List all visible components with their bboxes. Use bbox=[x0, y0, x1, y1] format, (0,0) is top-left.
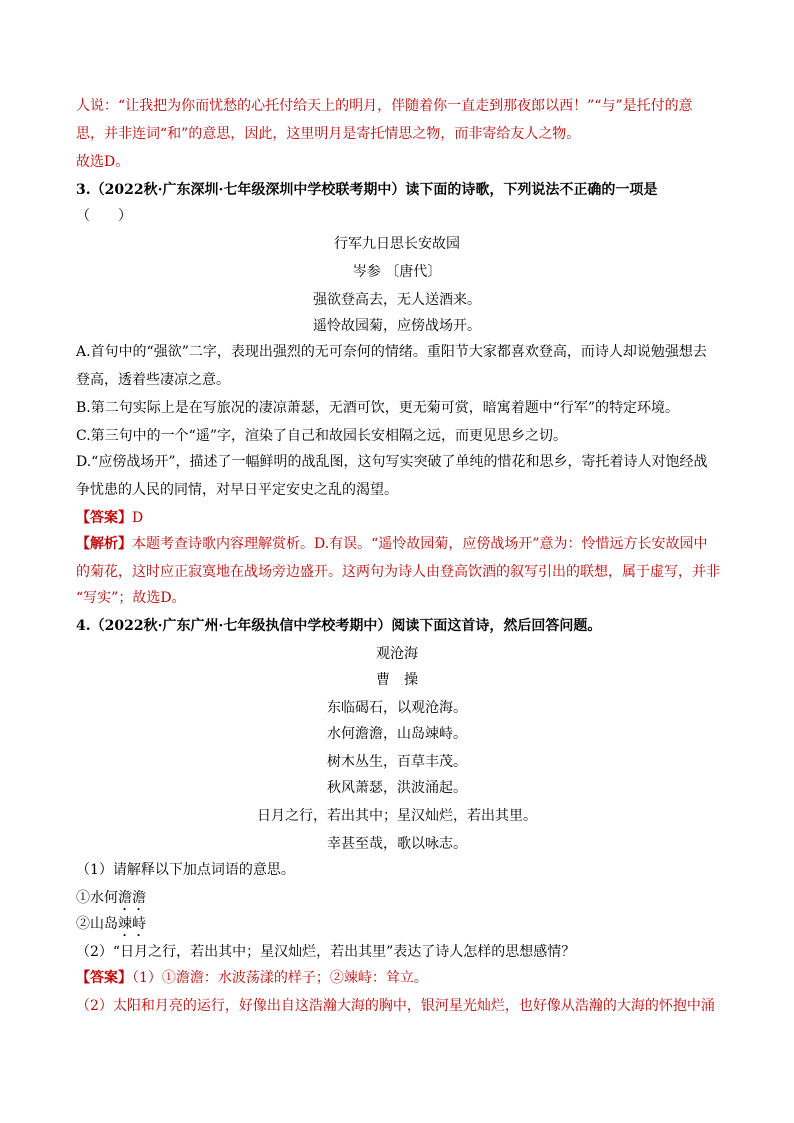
poem-4-line-6: 幸甚至哉，歌以咏志。 bbox=[327, 836, 467, 852]
sub-question-1-b bbox=[76, 914, 724, 940]
analysis-3-line-1 bbox=[76, 534, 724, 554]
poem-4-line-2: 水何澹澹，山岛竦峙。 bbox=[327, 726, 467, 742]
answer-4-text-1: （1）①澹澹：水波荡漾的样子；②竦峙：耸立。 bbox=[132, 970, 428, 986]
poem-4-line-3: 树木丛生，百草丰茂。 bbox=[327, 754, 467, 770]
poem-4-line-4: 秋风萧瑟，洪波涌起。 bbox=[327, 780, 467, 796]
answer-4-line-2: （2）太阳和月亮的运行，好像出自这浩瀚大海的胸中，银河星光灿烂，也好像从浩瀚的大海的怀抱中涌 bbox=[76, 998, 715, 1014]
option-b: B.第二句实际上是在写旅况的凄凉萧瑟，无酒可饮，更无菊可赏，暗寓着题中“行军”的特定环境。 bbox=[76, 400, 680, 416]
poem-3-line-1: 强欲登高去，无人送酒来。 bbox=[313, 292, 481, 308]
sub1-b-dotted-word: 竦峙 bbox=[118, 916, 146, 932]
option-a-line-1: A.首句中的“强欲”二字，表现出强烈的无可奈何的情绪。重阳节大家都喜欢登高，而诗人却说勉强想去 bbox=[76, 344, 707, 360]
poem-4-title: 观沧海 bbox=[376, 646, 418, 662]
prev-analysis-line-3: 故选D。 bbox=[76, 154, 130, 170]
sub1-b-prefix: ②山岛 bbox=[76, 916, 118, 932]
answer-value: D bbox=[132, 510, 144, 526]
analysis-3-line-3: “写实”；故选D。 bbox=[76, 590, 186, 606]
poem-4-author: 曹 操 bbox=[376, 672, 418, 688]
option-d-line-2: 争忧患的人民的同情，对早日平定安史之乱的渴望。 bbox=[76, 482, 398, 498]
question-3-blank: （ ） bbox=[76, 208, 132, 224]
answer-4-line-1 bbox=[76, 968, 724, 988]
analysis-3-line-2: 的菊花，这时应正寂寞地在战场旁边盛开。这两句为诗人由登高饮酒的叙写引出的联想，属于虚写，并非 bbox=[76, 564, 720, 580]
sub-question-1: （1）请解释以下加点词语的意思。 bbox=[76, 862, 295, 878]
answer-3 bbox=[76, 508, 724, 528]
answer-tag: 【答案】 bbox=[76, 510, 132, 526]
poem-3-title: 行军九日思长安故园 bbox=[334, 236, 460, 252]
question-3-stem: 3.（2022秋·广东深圳·七年级深圳中学校联考期中）读下面的诗歌，下列说法不正确的一项是 bbox=[76, 182, 658, 198]
poem-3-author: 岑参 〔唐代〕 bbox=[352, 264, 442, 280]
option-a-line-2: 登高，透着些凄凉之意。 bbox=[76, 372, 230, 388]
sub-question-1-a bbox=[76, 888, 724, 914]
poem-4-line-1: 东临碣石，以观沧海。 bbox=[327, 700, 467, 716]
poem-4-line-5: 日月之行，若出其中；星汉灿烂，若出其里。 bbox=[257, 808, 537, 824]
poem-3-line-2: 遥怜故园菊，应傍战场开。 bbox=[313, 318, 481, 334]
prev-analysis-line-1: 人说：“让我把为你而忧愁的心托付给天上的明月，伴随着你一直走到那夜郎以西！”“与”是托付的意 bbox=[76, 98, 693, 114]
option-d-line-1: D.“应傍战场开”，描述了一幅鲜明的战乱图，这句写实突破了单纯的惜花和思乡，寄托着诗人对饱经战 bbox=[76, 454, 708, 470]
question-4-stem: 4.（2022秋·广东广州·七年级执信中学校考期中）阅读下面这首诗，然后回答问题。 bbox=[76, 618, 602, 634]
answer-4-tag: 【答案】 bbox=[76, 970, 132, 986]
option-c: C.第三句中的一个“遥”字，渲染了自己和故园长安相隔之远，而更见思乡之切。 bbox=[76, 428, 567, 444]
sub1-a-prefix: ①水何 bbox=[76, 890, 118, 906]
analysis-tag: 【解析】 bbox=[76, 536, 132, 552]
sub1-a-dotted-word: 澹澹 bbox=[118, 890, 146, 906]
analysis-text: 本题考查诗歌内容理解赏析。D.有误。“遥怜故园菊，应傍战场开”意为：怜惜远方长安故园中 bbox=[132, 536, 708, 552]
sub-question-2: （2）“日月之行，若出其中；星汉灿烂，若出其里”表达了诗人怎样的思想感情？ bbox=[76, 944, 576, 960]
prev-analysis-line-2: 思，并非连词“和”的意思，因此，这里明月是寄托情思之物，而非寄给友人之物。 bbox=[76, 126, 581, 142]
